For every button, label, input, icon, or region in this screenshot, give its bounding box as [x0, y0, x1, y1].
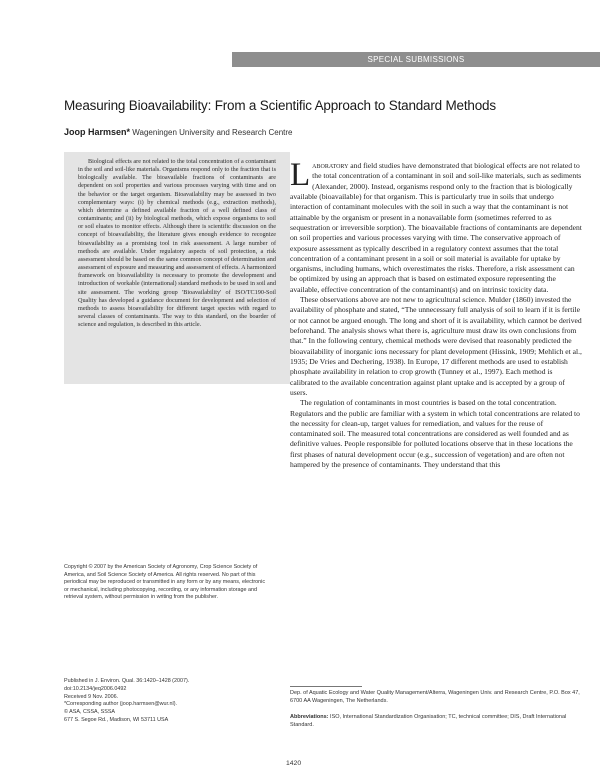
abbreviations-label: Abbreviations:	[290, 714, 329, 720]
publication-info	[64, 678, 266, 725]
lead-smallcaps: aboratory	[312, 161, 349, 170]
received-date: Received 9 Nov. 2006.	[64, 693, 119, 700]
publisher-address: 677 S. Segoe Rd., Madison, WI 53711 USA	[64, 716, 169, 723]
footnote-divider	[290, 686, 362, 687]
body-paragraph-2: These observations above are not new to agricultural science. Mulder (1860) invested the availability of phosphate and stated, “The unnecessary full analysis of soil to learn if it is fertile or not cannot be argued enough. The long and short of it is availability, which cannot be derived beforehand. The analysis shows what there is, agriculture must draw its own conclusions from that.” In the following century, chemical methods were devised that reasonably predicted the bioavailability of inorganic ions necessary for plant development (Hissink, 1909; Mehlich et al., 1935; De Vries and Dechering, 1938). In Europe, 17 different methods are used to establish phosphate availability in relation to crop growth (Tunney et al., 1997). Each method is calibrated to the available concentration against plant uptake and is accepted by a group of users.	[290, 295, 582, 397]
body-paragraph-1	[290, 157, 582, 295]
footnote-affiliation: Dep. of Aquatic Ecology and Water Quality Management/Alterra, Wageningen Univ. and Research Centre, P.O. Box 47, 6700 AA Wageningen, The Netherlands.	[290, 690, 580, 704]
body-paragraph-1-text: and field studies have demonstrated that biological effects are not related to the total concentration of a contaminant in soil and soil-like materials, such as sediments (Alexander, 2000). Instead, organisms respond only to the fraction that is biologically available (bioavailable) for that organism. This is particularly true in soils that undergo interaction of contaminant molecules with the soil in such a way that the contaminant is not attainable by the organism or present in a nonavailable form (sometimes referred to as sequestration or irreversible sorption). The bioavailable fractions of contaminants are dependent on soil properties and various processes varying with time. The conservative approach of exposure assessment as typically described in a regulatory context assumes that the total concentration of a contaminant present in a soil or soil material is available for uptake by organisms, including humans, which overestimates the risks. Therefore, a risk assessment can be optimized by using an approach that is based on estimated exposure representing the available, effective concentration of the contaminant(s) and on intrinsic toxicity data.	[290, 161, 582, 294]
abstract-text: Biological effects are not related to the total concentration of a contaminant in the soil and soil-like materials. Organisms respond only to the fraction that is biologically available. The bioavailable fractions of contaminants are dependent on soil properties and various processes varying with time and on the behavior or the target organism. Bioavailability may be assessed in two complementary ways: (i) by chemical methods (e.g., extraction methods), which determine a defined available fraction of a well defined class of contaminants; and (ii) by biological methods, which expose organisms to soil or soil eluates to monitor effects. Although there is scientific discussion on the concept of bioavailability, the literature gives enough evidence to recognize bioavailability as a promising tool in risk assessment. A large number of methods are available. Under regulatory aspects of soil protection, a risk assessment should be based on the same common concept of determination and assessment of exposure and measuring and assessment of effects. A harmonized framework on bioavailability is necessary to promote the development and introduction of workable (international) standard methods to be used in soil and site assessment. The working group 'Bioavailability' of ISO/TC190-Soil Quality has developed a guidance document for development and selection of methods to assess bioavailability for different target species with regard to several classes of contaminants. The way to this standard, on the boarder of science and regulation, is described in this article.	[78, 158, 276, 329]
body-paragraph-3: The regulation of contaminants in most countries is based on the total concentration. Regulators and the public are familiar with a system in which total concentrations are related to the necessity for clean-up, target values for remediation, and values for the reuse of contaminated soil. The measured total concentrations are considered as well founded and as definitive values. People responsible for polluted locations observe that in these locations the first phases of natural development occur (e.g., succession of vegetation) and are often not hampered by the presence of contaminants. They understand that this	[290, 398, 580, 470]
author-line	[64, 127, 293, 137]
section-banner: SPECIAL SUBMISSIONS	[232, 52, 600, 67]
corresponding-author: *Corresponding author (joop.harmsen@wur.nl).	[64, 701, 178, 708]
copyright-notice: Copyright © 2007 by the American Society of Agronomy, Crop Science Society of America, and Soil Science Society of America. All rights reserved. No part of this periodical may be reproduced or transmitted in any form or by any means, electronic or mechanical, including photocopying, recording, or any information storage and retrieval system, without permission in writing from the publisher.	[64, 564, 266, 601]
drop-cap: L	[290, 157, 311, 193]
author-name: Joop Harmsen*	[64, 127, 131, 137]
author-affiliation: Wageningen University and Research Centre	[132, 128, 293, 137]
article-title: Measuring Bioavailability: From a Scientific Approach to Standard Methods	[64, 98, 496, 114]
publisher-copyright: © ASA, CSSA, SSSA	[64, 709, 116, 715]
page-number: 1420	[286, 760, 302, 767]
publication-citation: Published in J. Environ. Qual. 36:1420–1428 (2007).	[64, 678, 190, 684]
body-text	[290, 157, 582, 470]
doi: doi:10.2134/jeq2006.0492	[64, 685, 127, 692]
abbreviations-text: ISO, International Standardization Organisation; TC, technical committee; DIS, Draft International Standard.	[290, 714, 567, 728]
footnote-abbreviations	[290, 714, 582, 729]
abstract-box	[64, 152, 290, 384]
